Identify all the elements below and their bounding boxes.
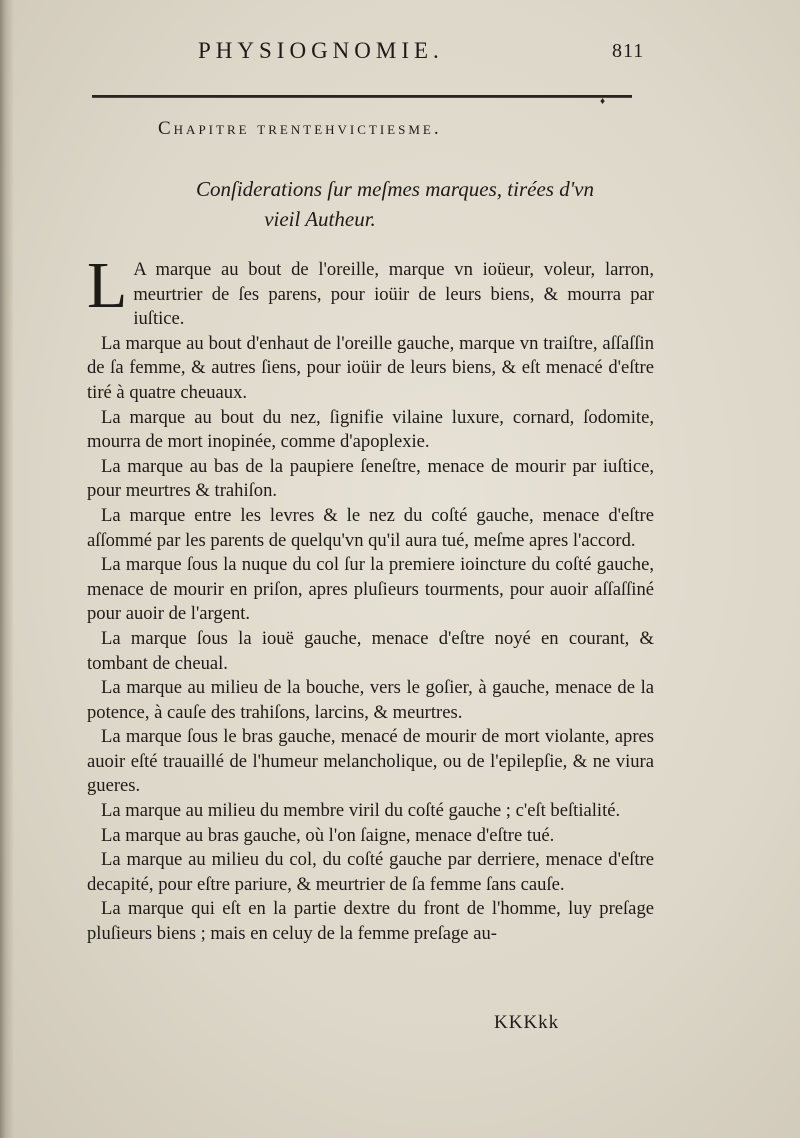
paragraph: La marque au milieu de la bouche, vers le goſier, à gauche, menace de la potence, à cauſe des trahiſons, larcins, & meurtres. [87, 677, 654, 723]
paragraph: La marque ſous la iouë gauche, menace d'eſtre noyé en courant, & tombant de cheual. [87, 627, 654, 674]
paragraph: La marque au milieu du membre viril du coſté gauche ; c'eſt beſtialité. [101, 800, 621, 822]
paragraph: La marque ſous le bras gauche, menacé de mourir de mort violante, apres auoir eſté trauaillé de l'humeur melancholique, ou de l'epilepſie, & ne viura gueres. [87, 726, 654, 797]
paragraph: La marque au bas de la paupiere ſeneſtre, menace de mourir par iuſtice, pour meurtres & trahiſon. [87, 455, 654, 502]
paragraph: La marque au bout du nez, ſignifie vilaine luxure, cornard, ſodomite, mourra de mort inopinée, comme d'apoplexie. [87, 406, 654, 453]
body-text [87, 249, 654, 947]
chapter-subtitle-line-1: Conſiderations ſur meſmes marques, tirées d'vn [195, 177, 594, 201]
paragraph: La marque au bras gauche, où l'on ſaigne, menace d'eſtre tué. [101, 824, 555, 846]
paragraph: La marque entre les levres & le nez du coſté gauche, menace d'eſtre aſſommé par les parents de quelqu'vn qu'il aura tué, meſme apres l'accord. [87, 504, 654, 551]
chapter-subtitle-line-2: vieil Autheur. [264, 207, 376, 231]
page-header [0, 34, 800, 74]
chapter-title: Chapitre trentehvictiesme. [158, 118, 442, 139]
paragraph: La marque au bout d'enhaut de l'oreille gauche, marque vn traiſtre, aſſaſſin de ſa femme, & autres ſiens, pour ioüir de leurs biens, & eſt menacé d'eſtre tiré à quatre cheuaux. [87, 332, 654, 403]
paragraph: La marque qui eſt en la partie dextre du front de l'homme, luy preſage pluſieurs biens ; mais en celuy de la femme preſage au- [87, 898, 654, 945]
page-gutter-shadow [0, 0, 14, 1138]
running-title: PHYSIOGNOMIE. [198, 38, 444, 63]
rule-ornament-icon: ♦ [600, 96, 606, 107]
paragraph: La marque ſous la nuque du col ſur la premiere ioincture du coſté gauche, menace de mourir en priſon, apres pluſieurs tourments, pour auoir aſſaſſiné pour auoir de l'argent. [87, 554, 654, 625]
paragraph: La marque au milieu du col, du coſté gauche par derriere, menace d'eſtre decapité, pour eſtre pariure, & meurtrier de ſa femme ſans cauſe. [87, 849, 654, 895]
header-rule [92, 95, 632, 98]
catchword-signature: KKKkk [494, 1012, 560, 1033]
paragraph-text: A marque au bout de l'oreille, marque vn ioüeur, voleur, larron, meurtrier de ſes parens, pour ioüir de leurs biens, & mourra par iuſtice. [133, 259, 654, 330]
paragraph-first [87, 249, 654, 332]
page-number: 811 [612, 40, 645, 62]
drop-cap: L [87, 249, 128, 322]
